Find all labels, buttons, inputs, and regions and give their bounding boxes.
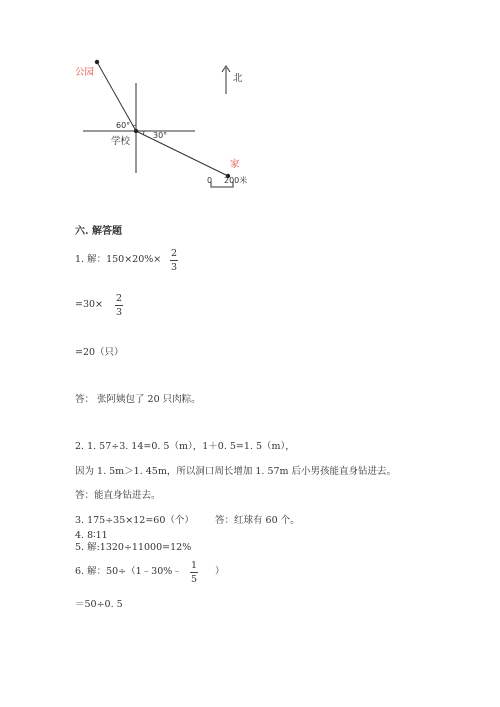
angle-30-label: 30°	[153, 131, 168, 140]
north-label: 北	[233, 73, 243, 84]
q1-line1: 1. 解：150×20%×	[75, 254, 162, 265]
q1-answer: 答： 张阿姨包了 20 只肉粽。	[75, 394, 201, 405]
fraction-denominator: 3	[170, 262, 178, 273]
q3-answer: 答：红球有 60 个。	[215, 515, 300, 526]
q6-line2: ＝50÷0. 5	[75, 599, 123, 610]
school-label: 学校	[111, 136, 131, 147]
section-title: 六. 解答题	[75, 226, 122, 237]
fraction-numerator: 2	[170, 248, 178, 259]
fraction-numerator: 1	[190, 560, 198, 571]
scale-distance-label: 200米	[224, 176, 248, 185]
fraction-bar	[170, 260, 178, 261]
q2-line2: 因为 1. 5m＞1. 45m，所以洞口周长增加 1. 57m 后小男孩能直身钻进去。	[75, 466, 397, 477]
fraction-denominator: 3	[115, 307, 123, 318]
q3-calc: 3. 175÷35×12=60（个）	[75, 515, 194, 526]
q6-suffix: ）	[215, 566, 225, 577]
fraction-bar	[190, 572, 198, 573]
q1-line2: =30×	[75, 299, 104, 310]
park-point	[95, 60, 99, 64]
map-diagram	[0, 0, 500, 200]
q5-text: 5. 解:1320÷11000=12%	[75, 542, 192, 553]
park-label: 公园	[75, 67, 95, 78]
q1-fraction-2	[115, 293, 123, 318]
q2-answer: 答：能直身钻进去。	[75, 490, 161, 501]
home-label: 家	[230, 159, 240, 170]
q2-line1: 2. 1. 57÷3. 14=0. 5（m），1＋0. 5=1. 5（m），	[75, 441, 295, 452]
angle-60-label: 60°	[116, 121, 131, 130]
fraction-numerator: 2	[115, 293, 123, 304]
q1-fraction-1	[170, 248, 178, 273]
school-point	[134, 129, 138, 133]
school-to-home-line	[136, 131, 228, 176]
scale-zero-label: 0	[207, 176, 213, 185]
fraction-denominator: 5	[190, 574, 198, 585]
fraction-bar	[115, 305, 123, 306]
q6-fraction	[190, 560, 198, 585]
q6-prefix: 6. 解：50÷（1﹣30%﹣	[75, 566, 182, 577]
q1-line3: =20（只）	[75, 347, 124, 358]
q4-text: 4. 8∶11	[75, 530, 108, 541]
